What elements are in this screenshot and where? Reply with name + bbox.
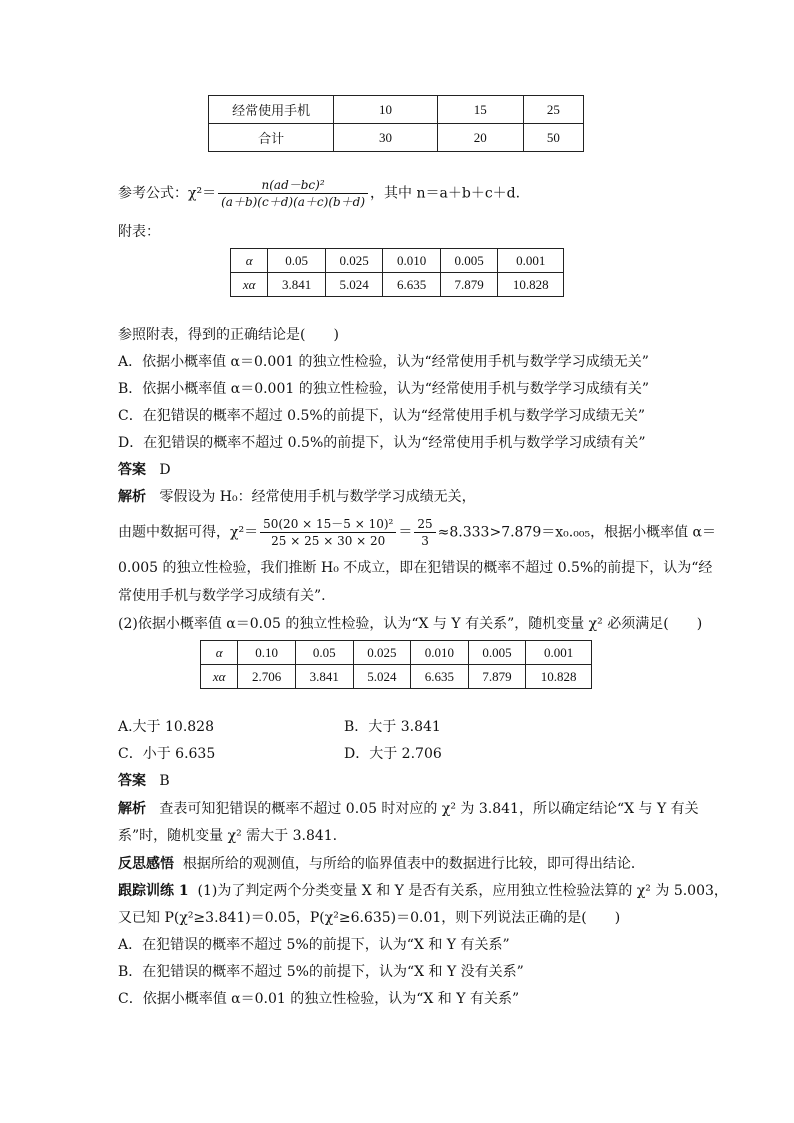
analysis-line [118, 488, 476, 506]
table-cell: 6.635 [411, 665, 469, 689]
option-a: A．在犯错误的概率不超过 5%的前提下，认为“X 和 Y 有关系” [118, 937, 510, 953]
option-b: B．在犯错误的概率不超过 5%的前提下，认为“X 和 Y 没有关系” [118, 964, 524, 980]
table-cell: 合计 [209, 124, 334, 152]
appendix-label: 附表： [118, 224, 160, 240]
contingency-table [208, 95, 584, 152]
analysis-text: 系”时，随机变量 χ² 需大于 3.841. [118, 828, 338, 844]
formula-suffix: ，其中 n＝a＋b＋c＋d. [370, 185, 521, 202]
table-cell: 0.001 [498, 249, 564, 273]
calc-numerator: 50(20 × 15－5 × 10)² [260, 516, 396, 533]
table-cell: 7.879 [440, 273, 498, 297]
answer-value: D [159, 462, 171, 478]
calc-suffix: ≈8.333>7.879＝x₀.₀₀₅，根据小概率值 α＝ [437, 524, 716, 541]
table-cell: 0.025 [325, 249, 383, 273]
calc-fraction-2 [414, 516, 435, 549]
critical-value-table [230, 248, 564, 297]
table-cell: 5.024 [353, 665, 411, 689]
question-stem: 参照附表，得到的正确结论是( ) [118, 327, 339, 343]
table-cell: 0.10 [238, 641, 296, 665]
question-stem: (2)依据小概率值 α＝0.05 的独立性检验，认为“X 与 Y 有关系”，随机变量 χ² 必须满足( ) [118, 616, 703, 632]
table-cell: 15 [437, 96, 523, 124]
option-b: B．依据小概率值 α＝0.001 的独立性检验，认为“经常使用手机与数学学习成绩有关” [118, 381, 650, 397]
option-b: B．大于 3.841 [344, 719, 441, 735]
option-a: A．依据小概率值 α＝0.001 的独立性检验，认为“经常使用手机与数学学习成绩无关” [118, 354, 649, 370]
table-cell: 3.841 [268, 273, 326, 297]
analysis-text: 零假设为 H₀：经常使用手机与数学学习成绩无关， [159, 489, 476, 505]
option-d: D．大于 2.706 [344, 746, 442, 762]
table-cell: 0.05 [295, 641, 353, 665]
table-cell: 10.828 [526, 665, 592, 689]
calc-prefix: 由题中数据可得，χ²＝ [118, 524, 259, 541]
analysis-label: 解析 [118, 801, 146, 817]
analysis-line [118, 800, 699, 818]
answer-value: B [159, 773, 170, 789]
training-text: (1)为了判定两个分类变量 X 和 Y 是否有关系，应用独立性检验法算的 χ² 为 5.003， [197, 883, 728, 899]
reflection-label: 反思感悟 [118, 856, 174, 872]
analysis-text: 0.005 的独立性检验，我们推断 H₀ 不成立，即在犯错误的概率不超过 0.5%的前提下，认为“经 [118, 560, 713, 576]
formula-denominator: (a＋b)(c＋d)(a＋c)(b＋d) [221, 195, 366, 209]
analysis-label: 解析 [118, 489, 146, 505]
table-cell: 10.828 [498, 273, 564, 297]
table-cell: α [231, 249, 268, 273]
table-cell: 25 [523, 96, 583, 124]
table-cell: 0.001 [526, 641, 592, 665]
option-c: C．小于 6.635 [118, 746, 216, 762]
formula-numerator: n(ad－bc)² [218, 177, 368, 194]
training-label: 跟踪训练 1 [118, 883, 189, 899]
calc-fraction [260, 516, 396, 549]
table-cell: 5.024 [325, 273, 383, 297]
reflection-line [118, 855, 645, 873]
formula-fraction [218, 177, 368, 210]
option-c: C．依据小概率值 α＝0.01 的独立性检验，认为“X 和 Y 有关系” [118, 991, 520, 1007]
calc-numerator-2: 25 [414, 516, 435, 533]
table-cell: α [201, 641, 238, 665]
analysis-text: 查表可知犯错误的概率不超过 0.05 时对应的 χ² 为 3.841，所以确定结论“X 与 Y 有关 [159, 801, 699, 817]
table-cell: 0.010 [383, 249, 441, 273]
answer-line [118, 772, 170, 790]
table-cell: 0.010 [411, 641, 469, 665]
table-cell: xα [231, 273, 268, 297]
table-cell: 0.005 [440, 249, 498, 273]
answer-line [118, 461, 171, 479]
table-cell: xα [201, 665, 238, 689]
table-cell: 20 [437, 124, 523, 152]
critical-value-table-2 [200, 640, 592, 689]
option-a: A.大于 10.828 [118, 719, 214, 735]
table-cell: 30 [334, 124, 438, 152]
answer-label: 答案 [118, 462, 146, 478]
calc-denominator: 25 × 25 × 30 × 20 [271, 534, 386, 548]
calc-denominator-2: 3 [421, 534, 429, 548]
table-cell: 0.005 [468, 641, 526, 665]
reflection-text: 根据所给的观测值，与所给的临界值表中的数据进行比较，即可得出结论． [182, 856, 645, 872]
analysis-calculation [118, 516, 716, 549]
table-cell: 经常使用手机 [209, 96, 334, 124]
option-c: C．在犯错误的概率不超过 0.5%的前提下，认为“经常使用手机与数学学习成绩无关” [118, 408, 646, 424]
table-cell: 10 [334, 96, 438, 124]
training-line [118, 882, 728, 900]
table-cell: 0.05 [268, 249, 326, 273]
training-text: 又已知 P(χ²≥3.841)＝0.05，P(χ²≥6.635)＝0.01，则下列说法正确的是( ) [118, 910, 621, 926]
calc-equals: ＝ [398, 524, 413, 541]
table-cell: 3.841 [295, 665, 353, 689]
answer-label: 答案 [118, 773, 146, 789]
table-cell: 0.025 [353, 641, 411, 665]
option-d: D．在犯错误的概率不超过 0.5%的前提下，认为“经常使用手机与数学学习成绩有关” [118, 435, 646, 451]
analysis-text: 常使用手机与数学学习成绩有关”. [118, 588, 326, 604]
table-cell: 6.635 [383, 273, 441, 297]
formula-prefix: 参考公式：χ²＝ [118, 185, 217, 202]
table-cell: 2.706 [238, 665, 296, 689]
table-cell: 7.879 [468, 665, 526, 689]
reference-formula [118, 177, 520, 210]
table-cell: 50 [523, 124, 583, 152]
